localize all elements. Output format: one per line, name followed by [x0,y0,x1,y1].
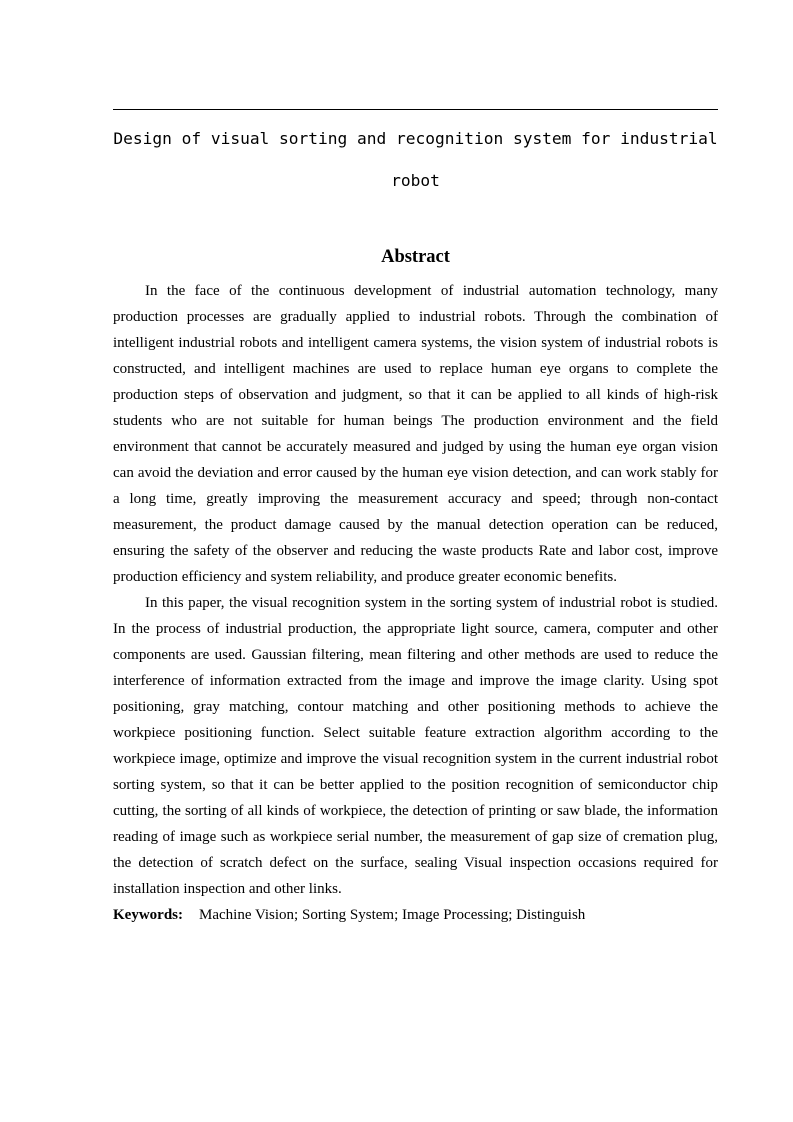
abstract-body [113,278,718,928]
paper-title-line-2: robot [391,171,440,190]
paper-title-line-1: Design of visual sorting and recognition system for industrial [113,129,718,148]
keywords-label: Keywords: [113,907,183,923]
keywords-line [113,902,718,928]
header-rule [113,109,718,110]
paper-title [113,118,718,202]
abstract-paragraph-1: In the face of the continuous development of industrial automation technology, many production processes are gradually applied to industrial robots. Through the combination of intelligent industrial robots and intelligent camera systems, the vision system of industrial robots is constructed, and intelligent machines are used to replace human eye organs to complete the production steps of observation and judgment, so that it can be applied to all kinds of high-risk students who are not suitable for human beings The production environment and the field environment that cannot be accurately measured and judged by using the human eye organ vision can avoid the deviation and error caused by the human eye vision detection, and can work stably for a long time, greatly improving the measurement accuracy and speed; through non-contact measurement, the product damage caused by the manual detection operation can be reduced, ensuring the safety of the observer and reducing the waste products Rate and labor cost, improve production efficiency and system reliability, and produce greater economic benefits. [113,283,718,585]
abstract-heading: Abstract [381,247,450,267]
abstract-paragraph-2: In this paper, the visual recognition system in the sorting system of industrial robot is studied. In the process of industrial production, the appropriate light source, camera, computer and other components are used. Gaussian filtering, mean filtering and other methods are used to reduce the interference of information extracted from the image and improve the image clarity. Using spot positioning, gray matching, contour matching and other positioning methods to achieve the workpiece positioning function. Select suitable feature extraction algorithm according to the workpiece image, optimize and improve the visual recognition system in the current industrial robot sorting system, so that it can be better applied to the position recognition of semiconductor chip cutting, the sorting of all kinds of workpiece, the detection of printing or saw blade, the information reading of image such as workpiece serial number, the measurement of gap size of cremation plug, the detection of scratch defect on the surface, sealing Visual inspection occasions required for installation inspection and other links. [113,595,718,897]
keywords-text: Machine Vision; Sorting System; Image Processing; Distinguish [199,907,586,923]
